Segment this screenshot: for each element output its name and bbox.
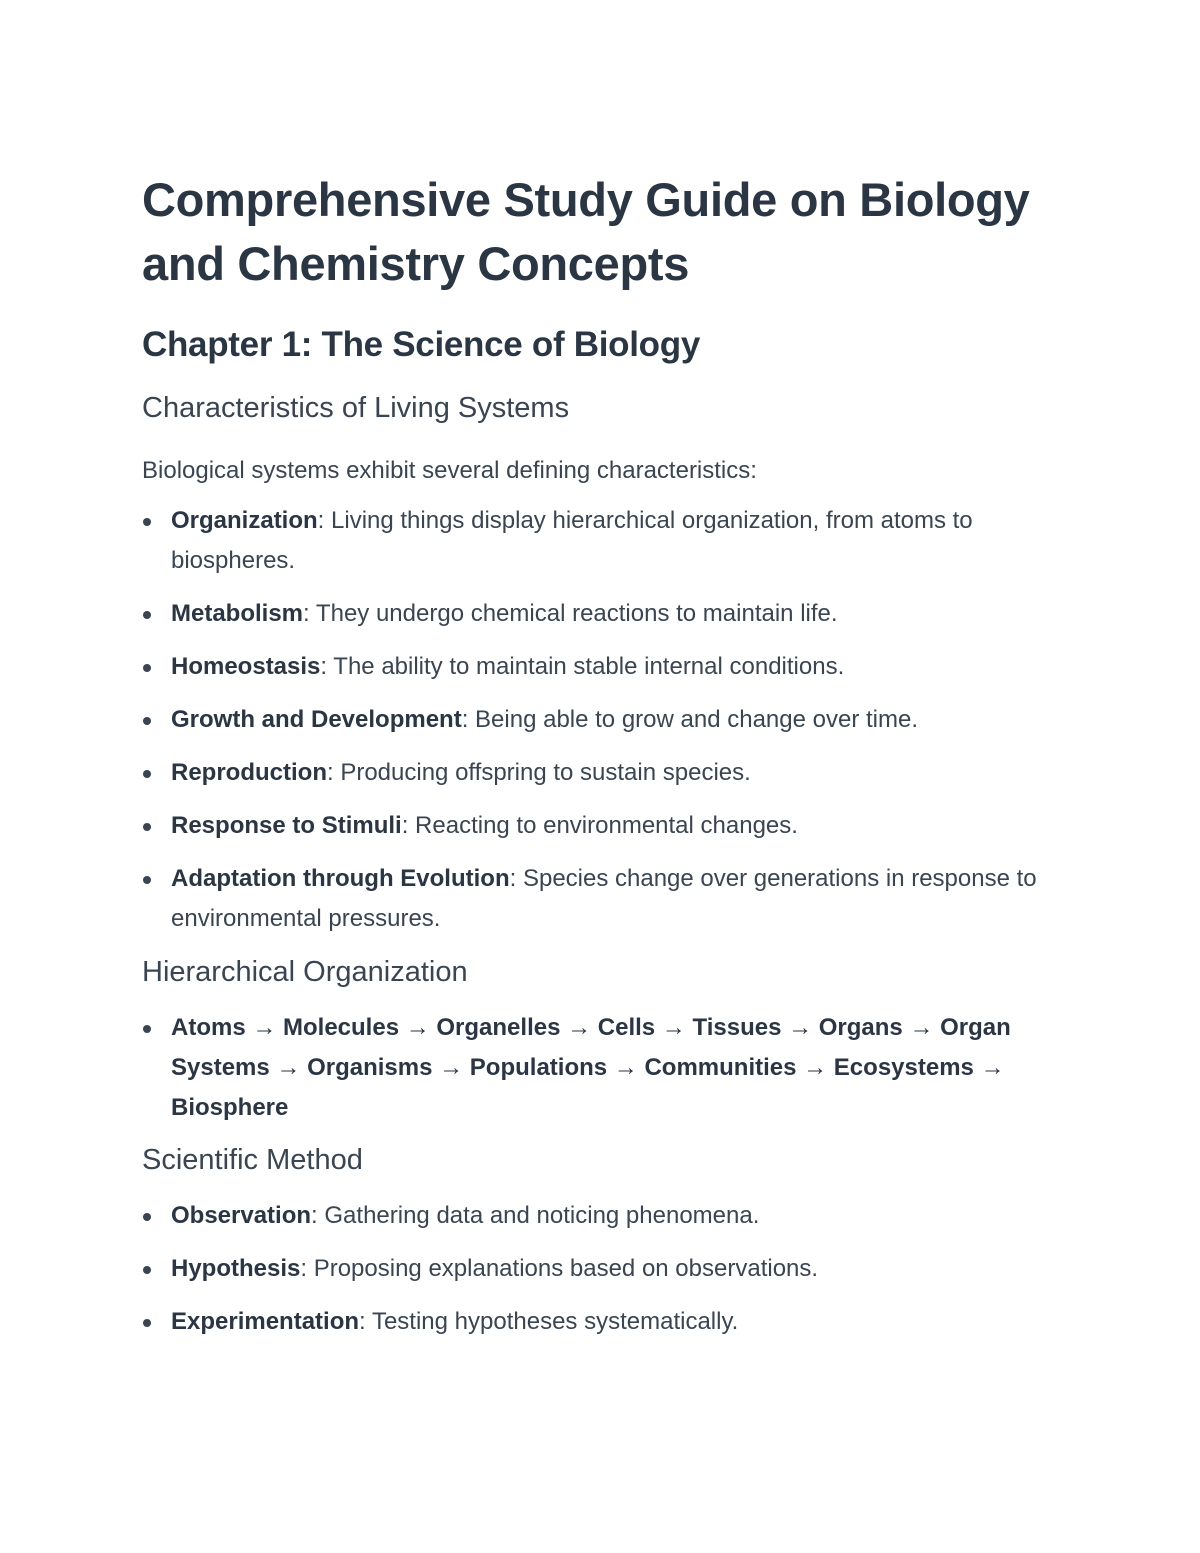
bullet-icon	[143, 1319, 151, 1327]
list-item	[142, 1008, 1072, 1128]
section-heading-characteristics: Characteristics of Living Systems	[142, 392, 570, 424]
document-page	[142, 168, 1072, 1355]
list-item-term: Growth and Development	[171, 706, 462, 733]
list-item-text: : Gathering data and noticing phenomena.	[311, 1202, 760, 1229]
bullet-icon	[143, 664, 151, 672]
list-item-text: : Producing offspring to sustain species.	[327, 759, 751, 786]
list-item	[142, 1196, 1072, 1236]
list-item	[142, 700, 1072, 740]
list-item	[142, 501, 1072, 581]
list-item-term: Adaptation through Evolution	[171, 865, 510, 892]
list-item-text: : Species change over generations in response to environmental pressures.	[171, 865, 1037, 932]
list-item-term: Metabolism	[171, 600, 304, 627]
list-item-text: : Reacting to environmental changes.	[401, 812, 798, 839]
list-item	[142, 806, 1072, 846]
bullet-icon	[143, 1213, 151, 1221]
section-heading-hierarchy: Hierarchical Organization	[142, 956, 468, 988]
section-intro: Biological systems exhibit several defining characteristics:	[142, 457, 757, 484]
bullet-icon	[143, 770, 151, 778]
list-item-text: : Proposing explanations based on observations.	[300, 1255, 819, 1282]
list-item-text: : The ability to maintain stable internal conditions.	[320, 653, 845, 680]
hierarchy-list	[142, 1008, 1072, 1128]
bullet-icon	[143, 876, 151, 884]
list-item	[142, 1249, 1072, 1289]
bullet-icon	[143, 611, 151, 619]
section-heading-method: Scientific Method	[142, 1144, 363, 1176]
list-item-text: : Being able to grow and change over time.	[461, 706, 918, 733]
list-item-term: Experimentation	[171, 1308, 360, 1335]
list-item-term: Homeostasis	[171, 653, 321, 680]
bullet-icon	[143, 1266, 151, 1274]
list-item-text: : Testing hypotheses systematically.	[359, 1308, 739, 1335]
list-item	[142, 1302, 1072, 1342]
characteristics-list	[142, 501, 1072, 939]
list-item-term: Hypothesis	[171, 1255, 301, 1282]
list-item	[142, 753, 1072, 793]
bullet-icon	[143, 823, 151, 831]
hierarchy-chain: Atoms → Molecules → Organelles → Cells → Tissues → Organs → Organ Systems → Organisms → Populations → Communities → Ecosystems → Biosphere	[171, 1014, 1011, 1121]
list-item-text: : Living things display hierarchical organization, from atoms to biospheres.	[171, 507, 973, 574]
list-item-term: Organization	[171, 507, 318, 534]
bullet-icon	[143, 518, 151, 526]
list-item	[142, 859, 1072, 939]
list-item-term: Reproduction	[171, 759, 327, 786]
method-list	[142, 1196, 1072, 1342]
chapter-heading: Chapter 1: The Science of Biology	[142, 325, 700, 364]
bullet-icon	[143, 717, 151, 725]
document-title: Comprehensive Study Guide on Biology and Chemistry Concepts	[142, 173, 1030, 290]
list-item-text: : They undergo chemical reactions to maintain life.	[303, 600, 838, 627]
list-item	[142, 594, 1072, 634]
list-item-term: Response to Stimuli	[171, 812, 402, 839]
bullet-icon	[143, 1025, 151, 1033]
list-item-term: Observation	[171, 1202, 312, 1229]
list-item	[142, 647, 1072, 687]
